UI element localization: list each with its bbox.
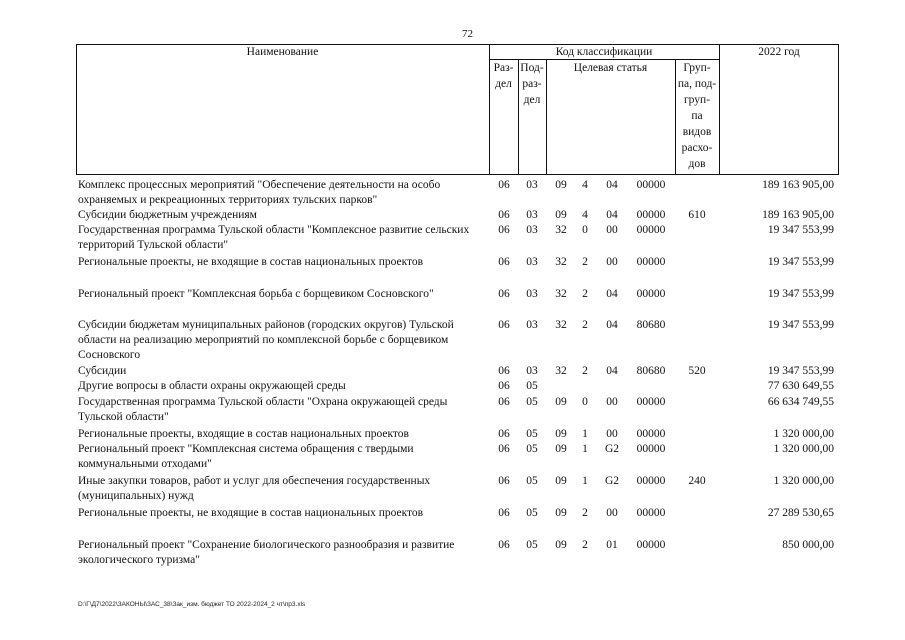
row-code-4: 00000 bbox=[636, 224, 666, 236]
row-code-4: 00000 bbox=[636, 179, 666, 191]
row-code-4: 80680 bbox=[636, 319, 666, 331]
row-razdel: 06 bbox=[498, 428, 510, 440]
row-code-1: 09 bbox=[555, 396, 567, 408]
row-amount: 1 320 000,00 bbox=[773, 428, 834, 440]
row-amount: 66 634 749,55 bbox=[767, 396, 834, 408]
row-podrazdel: 05 bbox=[526, 380, 538, 392]
row-amount: 19 347 553,99 bbox=[767, 319, 834, 331]
row-podrazdel: 03 bbox=[526, 319, 538, 331]
row-code-4: 00000 bbox=[636, 475, 666, 487]
row-code-1: 09 bbox=[555, 428, 567, 440]
row-code-2: 2 bbox=[582, 256, 588, 268]
row-name: Государственная программа Тульской области "Комплексное развитие сельских территорий Тульской области" bbox=[78, 224, 470, 251]
row-vr: 520 bbox=[688, 365, 706, 377]
row-code-2: 0 bbox=[582, 396, 588, 408]
row-name: Иные закупки товаров, работ и услуг для обеспечения государственных (муниципальных) нужд bbox=[78, 475, 431, 502]
row-podrazdel: 05 bbox=[526, 475, 538, 487]
header-group-3: груп- bbox=[683, 94, 711, 106]
row-name: Региональный проект "Комплексная борьба с борщевиком Сосновского" bbox=[78, 288, 434, 300]
row-amount: 19 347 553,99 bbox=[767, 288, 834, 300]
header-group-4: па bbox=[691, 110, 703, 122]
row-name: Комплекс процессных мероприятий "Обеспечение деятельности на особо охраняемых и рекреационных территориях тульских парков" bbox=[78, 179, 441, 206]
row-code-3: 04 bbox=[606, 179, 618, 191]
row-podrazdel: 03 bbox=[526, 224, 538, 236]
row-code-2: 1 bbox=[582, 475, 588, 487]
row-amount: 19 347 553,99 bbox=[767, 256, 834, 268]
row-code-3: 01 bbox=[606, 539, 618, 551]
file-path-footer: D:\Г\Д7\2022\ЗАКОНЫ\ЗАС_38\Зак_изм. бюджет ТО 2022-2024_2 чт\пр3.xls bbox=[78, 601, 306, 608]
row-code-3: 00 bbox=[606, 396, 618, 408]
row-razdel: 06 bbox=[498, 319, 510, 331]
row-razdel: 06 bbox=[498, 365, 510, 377]
header-podrazdel-2: раз- bbox=[522, 78, 542, 90]
table-header bbox=[76, 44, 839, 175]
row-razdel: 06 bbox=[498, 443, 510, 455]
header-group-1: Груп- bbox=[683, 62, 711, 74]
row-amount: 1 320 000,00 bbox=[773, 443, 834, 455]
row-code-2: 4 bbox=[582, 179, 588, 191]
row-code-3: 00 bbox=[606, 428, 618, 440]
row-amount: 189 163 905,00 bbox=[762, 209, 834, 221]
header-code-group: Код классификации bbox=[555, 46, 653, 58]
row-podrazdel: 03 bbox=[526, 179, 538, 191]
row-code-3: 04 bbox=[606, 209, 618, 221]
row-razdel: 06 bbox=[498, 396, 510, 408]
header-group-2: па, под- bbox=[677, 78, 717, 90]
row-code-3: 00 bbox=[606, 256, 618, 268]
row-code-3: 00 bbox=[606, 224, 618, 236]
row-razdel: 06 bbox=[498, 380, 510, 392]
row-razdel: 06 bbox=[498, 475, 510, 487]
row-code-1: 09 bbox=[555, 179, 567, 191]
row-amount: 1 320 000,00 bbox=[773, 475, 834, 487]
row-amount: 19 347 553,99 bbox=[767, 224, 834, 236]
row-code-1: 32 bbox=[555, 365, 567, 377]
row-podrazdel: 03 bbox=[526, 288, 538, 300]
row-code-2: 2 bbox=[582, 319, 588, 331]
row-code-2: 4 bbox=[582, 209, 588, 221]
row-code-2: 1 bbox=[582, 443, 588, 455]
row-code-1: 09 bbox=[555, 209, 567, 221]
row-vr: 240 bbox=[688, 475, 706, 487]
row-amount: 850 000,00 bbox=[782, 539, 834, 551]
row-name: Субсидии bbox=[78, 365, 127, 377]
row-amount: 189 163 905,00 bbox=[762, 179, 834, 191]
row-razdel: 06 bbox=[498, 539, 510, 551]
row-code-3: 04 bbox=[606, 288, 618, 300]
row-razdel: 06 bbox=[498, 256, 510, 268]
row-code-4: 00000 bbox=[636, 209, 666, 221]
header-year: 2022 год bbox=[758, 46, 800, 58]
row-razdel: 06 bbox=[498, 224, 510, 236]
row-code-4: 00000 bbox=[636, 428, 666, 440]
row-podrazdel: 05 bbox=[526, 443, 538, 455]
row-code-4: 00000 bbox=[636, 443, 666, 455]
row-code-2: 2 bbox=[582, 507, 588, 519]
row-name: Региональные проекты, входящие в состав национальных проектов bbox=[78, 428, 409, 440]
row-code-4: 00000 bbox=[636, 396, 666, 408]
header-podrazdel-1: Под- bbox=[520, 62, 544, 74]
row-code-3: 04 bbox=[606, 319, 618, 331]
row-name: Региональные проекты, не входящие в состав национальных проектов bbox=[78, 507, 424, 519]
row-code-1: 09 bbox=[555, 507, 567, 519]
row-podrazdel: 05 bbox=[526, 507, 538, 519]
row-name: Региональный проект "Сохранение биологического разнообразия и развитие экологического туризма" bbox=[78, 539, 455, 566]
row-code-1: 09 bbox=[555, 443, 567, 455]
row-code-4: 00000 bbox=[636, 288, 666, 300]
row-name: Региональные проекты, не входящие в состав национальных проектов bbox=[78, 256, 424, 268]
row-podrazdel: 03 bbox=[526, 256, 538, 268]
row-podrazdel: 03 bbox=[526, 209, 538, 221]
row-code-3: 00 bbox=[606, 507, 618, 519]
row-podrazdel: 05 bbox=[526, 428, 538, 440]
header-group-6: расхо- bbox=[681, 142, 713, 154]
row-code-2: 2 bbox=[582, 288, 588, 300]
row-code-2: 2 bbox=[582, 539, 588, 551]
row-name: Субсидии бюджетным учреждениям bbox=[78, 209, 257, 221]
header-target: Целевая статья bbox=[573, 62, 648, 74]
row-code-4: 00000 bbox=[636, 507, 666, 519]
header-name: Наименование bbox=[246, 46, 319, 58]
row-name: Региональный проект "Комплексная система обращения с твердыми коммунальными отходами" bbox=[78, 443, 414, 470]
row-code-4: 80680 bbox=[636, 365, 666, 377]
header-group-7: дов bbox=[688, 158, 706, 170]
row-podrazdel: 03 bbox=[526, 365, 538, 377]
header-group-5: видов bbox=[682, 126, 712, 138]
row-razdel: 06 bbox=[498, 288, 510, 300]
row-code-1: 09 bbox=[555, 539, 567, 551]
row-code-1: 09 bbox=[555, 475, 567, 487]
row-razdel: 06 bbox=[498, 179, 510, 191]
row-amount: 77 630 649,55 bbox=[767, 380, 834, 392]
page-number: 72 bbox=[462, 28, 473, 40]
row-name: Другие вопросы в области охраны окружающей среды bbox=[78, 380, 346, 392]
header-razdel-1: Раз- bbox=[493, 62, 514, 74]
row-code-1: 32 bbox=[555, 319, 567, 331]
row-razdel: 06 bbox=[498, 209, 510, 221]
row-code-3: G2 bbox=[604, 443, 620, 455]
row-code-3: 04 bbox=[606, 365, 618, 377]
header-razdel-2: дел bbox=[495, 78, 512, 90]
row-amount: 19 347 553,99 bbox=[767, 365, 834, 377]
row-razdel: 06 bbox=[498, 507, 510, 519]
row-code-1: 32 bbox=[555, 256, 567, 268]
row-code-2: 0 bbox=[582, 224, 588, 236]
row-name: Субсидии бюджетам муниципальных районов (городских округов) Тульской области на реализацию мероприятий по комплексной борьбе с борщевиком Сосновского bbox=[78, 319, 454, 361]
row-code-3: G2 bbox=[604, 475, 620, 487]
row-code-2: 2 bbox=[582, 365, 588, 377]
header-podrazdel-3: дел bbox=[523, 94, 541, 106]
row-vr: 610 bbox=[688, 209, 706, 221]
row-code-1: 32 bbox=[555, 288, 567, 300]
row-amount: 27 289 530,65 bbox=[767, 507, 834, 519]
row-podrazdel: 05 bbox=[526, 396, 538, 408]
row-code-4: 00000 bbox=[636, 539, 666, 551]
row-code-2: 1 bbox=[582, 428, 588, 440]
row-name: Государственная программа Тульской области "Охрана окружающей среды Тульской области" bbox=[78, 396, 448, 423]
row-code-4: 00000 bbox=[636, 256, 666, 268]
row-code-1: 32 bbox=[555, 224, 567, 236]
row-podrazdel: 05 bbox=[526, 539, 538, 551]
